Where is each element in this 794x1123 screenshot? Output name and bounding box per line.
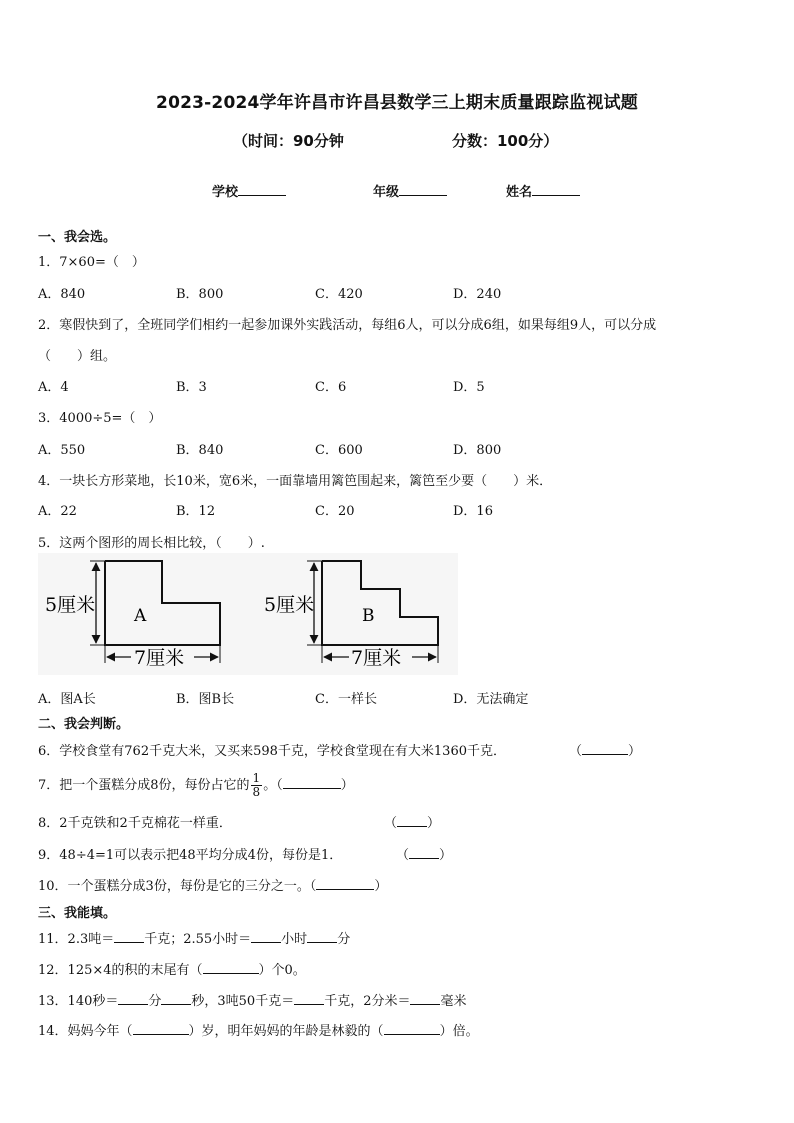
q12-part1: 12．125×4的积的末尾有（ [38, 963, 203, 978]
q4-option-a[interactable]: A．22 [38, 504, 77, 519]
question-7 [38, 772, 354, 799]
figure-b-height-label: 5厘米 [264, 594, 315, 616]
q7-fraction [251, 772, 263, 799]
section-3-heading: 三、我能填。 [38, 906, 117, 921]
q1-option-a[interactable]: A．840 [38, 287, 86, 302]
q9-answer-blank[interactable] [409, 847, 439, 859]
q9-paren-left: （ [396, 848, 410, 863]
q5-figures [38, 553, 458, 675]
q7-paren-right: ） [340, 778, 354, 793]
q12-part2: ）个0。 [258, 963, 306, 978]
question-12 [38, 959, 306, 978]
name-field [506, 181, 580, 200]
q11-part4: 分 [337, 932, 351, 947]
q4-option-b[interactable]: B．12 [176, 504, 216, 519]
q12-blank[interactable] [203, 962, 259, 974]
q13-part2: 分 [148, 994, 162, 1009]
q9-paren-right: ） [439, 848, 453, 863]
school-blank[interactable] [238, 183, 286, 196]
figure-b-name: B [362, 606, 375, 626]
question-1: 1．7×60=（ ） [38, 255, 145, 270]
q2-option-b[interactable]: B．3 [176, 380, 207, 395]
section-1-heading: 一、我会选。 [38, 230, 117, 245]
q8-paren-right: ） [427, 816, 441, 831]
q14-blank-2[interactable] [384, 1023, 440, 1035]
q3-option-c[interactable]: C．600 [315, 443, 363, 458]
figure-a-name: A [134, 606, 147, 626]
q5-option-c[interactable]: C．一样长 [315, 692, 377, 707]
q3-option-d[interactable]: D．800 [453, 443, 502, 458]
q7-paren-left: 。（ [263, 778, 283, 793]
q11-blank-2[interactable] [251, 931, 281, 943]
q11-part1: 11．2.3吨＝ [38, 932, 115, 947]
q13-part5: 毫米 [440, 994, 467, 1009]
q5-option-b[interactable]: B．图B长 [176, 692, 235, 707]
q13-blank-3[interactable] [294, 993, 324, 1005]
q8-paren-left: （ [384, 816, 398, 831]
q2-option-a[interactable]: A．4 [38, 380, 69, 395]
question-2-line2: （ ）组。 [38, 349, 117, 364]
figure-a-height-label: 5厘米 [45, 594, 96, 616]
figure-b-width-label: 7厘米 [351, 647, 402, 669]
question-13 [38, 990, 467, 1009]
q4-option-c[interactable]: C．20 [315, 504, 355, 519]
question-4: 4．一块长方形菜地，长10米，宽6米，一面靠墙用篱笆围起来，篱笆至少要（ ）米． [38, 474, 553, 489]
question-11 [38, 928, 350, 947]
q13-blank-4[interactable] [410, 993, 440, 1005]
page-title: 2023-2024学年许昌市许昌县数学三上期末质量跟踪监视试题 [156, 93, 638, 113]
q13-part3: 秒，3吨50千克＝ [191, 994, 295, 1009]
q14-part3: ）倍。 [439, 1024, 479, 1039]
name-blank[interactable] [532, 183, 580, 196]
q2-option-c[interactable]: C．6 [315, 380, 347, 395]
q13-blank-1[interactable] [118, 993, 148, 1005]
q13-part4: 千克，2分米＝ [324, 994, 411, 1009]
q6-paren-left: （ [569, 744, 583, 759]
q5-option-a[interactable]: A．图A长 [38, 692, 96, 707]
section-2-heading: 二、我会判断。 [38, 717, 130, 732]
question-3: 3．4000÷5=（ ） [38, 411, 162, 426]
q11-blank-3[interactable] [307, 931, 337, 943]
q2-option-d[interactable]: D．5 [453, 380, 485, 395]
school-label: 学校 [212, 185, 239, 200]
grade-label: 年级 [373, 185, 400, 200]
q7-fraction-numerator: 1 [252, 771, 261, 785]
q14-part2: ）岁，明年妈妈的年龄是林毅的（ [188, 1024, 384, 1039]
q14-blank-1[interactable] [133, 1023, 189, 1035]
q8-answer [384, 812, 440, 831]
q1-option-d[interactable]: D．240 [453, 287, 502, 302]
q3-option-a[interactable]: A．550 [38, 443, 86, 458]
q8-answer-blank[interactable] [397, 815, 427, 827]
q11-blank-1[interactable] [114, 931, 144, 943]
question-5: 5．这两个图形的周长相比较，（ ）. [38, 536, 265, 551]
q9-answer [396, 844, 452, 863]
q6-paren-right: ） [628, 744, 642, 759]
q13-blank-2[interactable] [161, 993, 191, 1005]
q13-part1: 13．140秒＝ [38, 994, 119, 1009]
q11-part3: 小时 [281, 932, 308, 947]
name-label: 姓名 [506, 185, 533, 200]
q1-option-b[interactable]: B．800 [176, 287, 224, 302]
q7-answer-blank[interactable] [283, 777, 341, 789]
q7-fraction-denominator: 8 [252, 785, 261, 799]
q6-answer [569, 740, 641, 759]
exam-score: 分数：100分） [452, 132, 559, 150]
question-9: 9．48÷4=1可以表示把48平均分成4份，每份是1． [38, 848, 343, 863]
question-2-line1: 2．寒假快到了，全班同学们相约一起参加课外实践活动，每组6人，可以分成6组，如果每组9人，可以分成 [38, 318, 657, 333]
q6-answer-blank[interactable] [582, 743, 628, 755]
q1-option-c[interactable]: C．420 [315, 287, 363, 302]
school-field [212, 181, 286, 200]
q14-part1: 14．妈妈今年（ [38, 1024, 133, 1039]
q10-answer-blank[interactable] [316, 878, 374, 890]
q4-option-d[interactable]: D．16 [453, 504, 493, 519]
q11-part2: 千克；2.55小时＝ [144, 932, 252, 947]
figure-a-width-label: 7厘米 [134, 647, 185, 669]
grade-field [373, 181, 447, 200]
exam-time: （时间：90分钟 [233, 132, 344, 150]
q5-option-d[interactable]: D．无法确定 [453, 692, 529, 707]
q10-paren-right: ） [374, 879, 388, 894]
grade-blank[interactable] [399, 183, 447, 196]
question-8: 8．2千克铁和2千克棉花一样重． [38, 816, 232, 831]
question-10 [38, 875, 387, 894]
q10-text: 10．一个蛋糕分成3份，每份是它的三分之一。（ [38, 879, 317, 894]
question-6: 6．学校食堂有762千克大米，又买来598千克，学校食堂现在有大米1360千克． [38, 744, 506, 759]
q7-text: 7．把一个蛋糕分成8份，每份占它的 [38, 778, 250, 793]
q3-option-b[interactable]: B．840 [176, 443, 224, 458]
question-14 [38, 1020, 479, 1039]
